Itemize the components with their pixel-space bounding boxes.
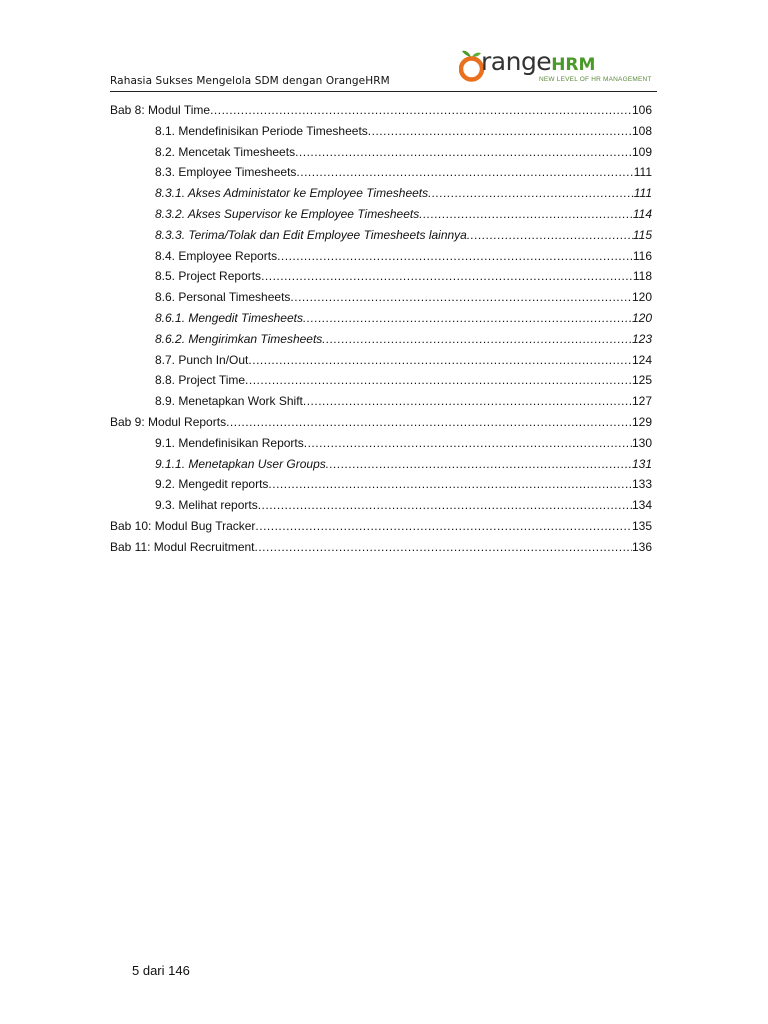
toc-entry[interactable] — [110, 246, 652, 267]
toc-entry[interactable] — [110, 142, 652, 163]
toc-entry[interactable] — [110, 350, 652, 371]
toc-dot-leader — [303, 391, 632, 412]
toc-entry-page: 108 — [631, 123, 652, 138]
toc-entry-title: 8.4. Employee Reports — [155, 248, 278, 263]
toc-entry-title: 9.1. Mendefinisikan Reports — [155, 435, 304, 450]
toc-entry-page: 130 — [631, 435, 652, 450]
toc-dot-leader — [303, 308, 632, 329]
toc-entry-page: 123 — [631, 331, 652, 346]
toc-entry-page: 118 — [632, 269, 652, 284]
toc-entry[interactable] — [110, 329, 652, 350]
page-header — [110, 44, 657, 92]
toc-dot-leader — [419, 204, 633, 225]
toc-entry-page: 120 — [631, 290, 652, 305]
toc-dot-leader — [261, 266, 633, 287]
toc-dot-leader — [322, 329, 632, 350]
toc-entry-title: 8.3.3. Terima/Tolak dan Edit Employee Timesheets lainnya — [155, 227, 467, 242]
table-of-contents — [110, 100, 652, 558]
toc-entry-title: Bab 9: Modul Reports — [110, 414, 227, 429]
toc-entry[interactable] — [110, 474, 652, 495]
toc-entry-page: 111 — [633, 165, 652, 180]
toc-entry-title: 8.7. Punch In/Out — [155, 352, 249, 367]
toc-entry-page: 131 — [631, 456, 652, 471]
toc-entry-page: 135 — [631, 518, 652, 533]
toc-dot-leader — [245, 370, 632, 391]
toc-entry-page: 129 — [631, 414, 652, 429]
logo-wordmark: rangeHRM — [481, 47, 596, 76]
toc-dot-leader — [296, 162, 633, 183]
toc-dot-leader — [467, 225, 633, 246]
toc-entry[interactable] — [110, 433, 652, 454]
toc-entry[interactable] — [110, 183, 652, 204]
toc-entry-page: 111 — [633, 186, 652, 201]
toc-entry[interactable] — [110, 287, 652, 308]
toc-entry-title: 8.3.1. Akses Administator ke Employee Timesheets — [155, 186, 429, 201]
toc-entry[interactable] — [110, 391, 652, 412]
document-title: Rahasia Sukses Mengelola SDM dengan OrangeHRM — [110, 75, 390, 87]
toc-entry-title: 9.1.1. Menetapkan User Groups — [155, 456, 326, 471]
toc-entry-title: 8.5. Project Reports — [155, 269, 262, 284]
toc-entry[interactable] — [110, 225, 652, 246]
toc-entry-title: 9.2. Mengedit reports — [155, 477, 269, 492]
toc-entry-title: 8.2. Mencetak Timesheets — [155, 144, 296, 159]
toc-entry[interactable] — [110, 495, 652, 516]
toc-dot-leader — [295, 142, 632, 163]
orangehrm-logo — [459, 44, 652, 86]
toc-entry[interactable] — [110, 121, 652, 142]
toc-entry-title: Bab 11: Modul Recruitment — [110, 539, 255, 554]
toc-dot-leader — [326, 454, 632, 475]
toc-entry[interactable] — [110, 370, 652, 391]
toc-entry-title: 8.3.2. Akses Supervisor ke Employee Timesheets — [155, 206, 420, 221]
toc-entry[interactable] — [110, 266, 652, 287]
toc-entry[interactable] — [110, 516, 652, 537]
toc-entry-title: 8.8. Project Time — [155, 373, 246, 388]
toc-entry-title: 9.3. Melihat reports — [155, 498, 258, 513]
toc-entry[interactable] — [110, 100, 652, 121]
toc-entry-title: Bab 8: Modul Time — [110, 103, 211, 117]
toc-dot-leader — [210, 100, 632, 121]
toc-entry[interactable] — [110, 308, 652, 329]
toc-dot-leader — [268, 474, 632, 495]
toc-entry-page: 109 — [631, 144, 652, 159]
toc-entry-title: 8.1. Mendefinisikan Periode Timesheets — [155, 123, 368, 138]
toc-entry-page: 136 — [631, 539, 652, 554]
toc-entry-page: 127 — [631, 394, 652, 409]
toc-entry-page: 120 — [631, 310, 652, 325]
toc-entry-page: 115 — [632, 227, 652, 242]
toc-dot-leader — [428, 183, 634, 204]
toc-entry-title: 8.6.2. Mengirimkan Timesheets — [155, 331, 323, 346]
toc-dot-leader — [248, 350, 632, 371]
toc-dot-leader — [304, 433, 632, 454]
toc-dot-leader — [277, 246, 633, 267]
toc-entry-page: 116 — [632, 248, 652, 263]
logo-tagline: NEW LEVEL OF HR MANAGEMENT — [539, 76, 652, 83]
toc-dot-leader — [255, 537, 632, 558]
toc-entry[interactable] — [110, 204, 652, 225]
toc-entry[interactable] — [110, 454, 652, 475]
toc-entry[interactable] — [110, 537, 652, 558]
toc-entry-page: 106 — [631, 103, 652, 117]
toc-entry-title: 8.6. Personal Timesheets — [155, 290, 291, 305]
toc-entry-title: 8.6.1. Mengedit Timesheets — [155, 310, 303, 325]
toc-dot-leader — [255, 516, 632, 537]
toc-entry-page: 125 — [631, 373, 652, 388]
toc-entry[interactable] — [110, 162, 652, 183]
page-number: 5 dari 146 — [132, 963, 190, 978]
toc-entry-page: 134 — [631, 498, 652, 513]
toc-entry[interactable] — [110, 412, 652, 433]
toc-entry-page: 114 — [632, 206, 652, 221]
toc-entry-title: 8.9. Menetapkan Work Shift — [155, 394, 303, 409]
toc-dot-leader — [368, 121, 632, 142]
toc-entry-page: 133 — [631, 477, 652, 492]
toc-entry-title: Bab 10: Modul Bug Tracker — [110, 518, 256, 533]
toc-dot-leader — [258, 495, 632, 516]
toc-dot-leader — [226, 412, 632, 433]
toc-dot-leader — [290, 287, 632, 308]
toc-entry-page: 124 — [631, 352, 652, 367]
toc-entry-title: 8.3. Employee Timesheets — [155, 165, 297, 180]
